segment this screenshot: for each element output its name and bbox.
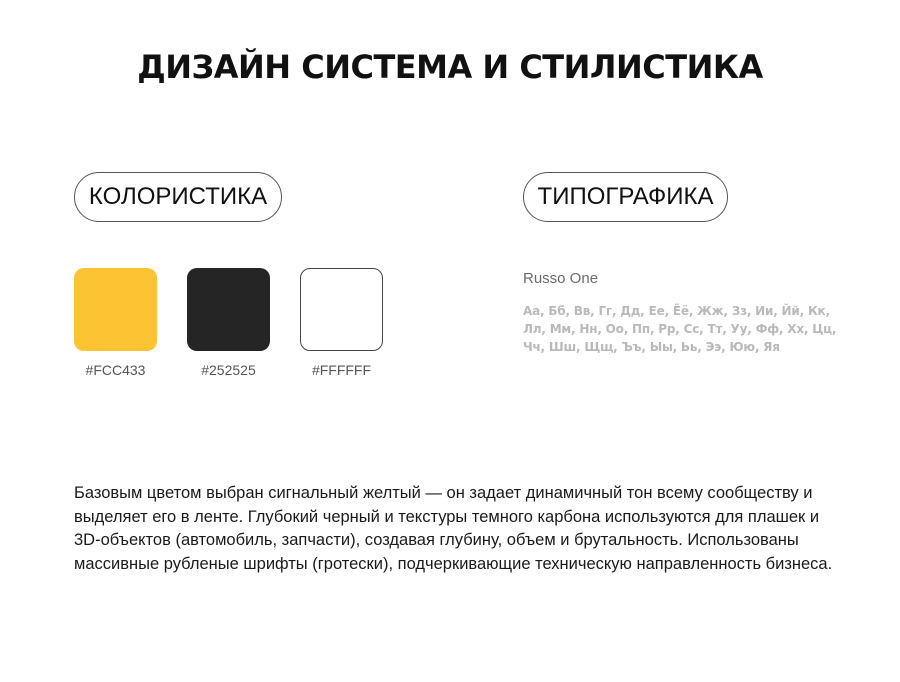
font-name: Russo One bbox=[523, 270, 599, 287]
font-alphabet-sample: Аа, Бб, Вв, Гг, Дд, Ее, Ёё, Жж, Зз, Ии, Йй, Кк, Лл, Мм, Нн, Оо, Пп, Рр, Сс, Тт, Уу, Фф, Хх, Цц, Чч, Шш, Щщ, Ъъ, Ыы, Ьь, Ээ, Юю, Яя bbox=[523, 304, 837, 354]
color-swatch-white-label: #FFFFFF bbox=[311, 362, 372, 378]
color-swatch-yellow-label: #FCC433 bbox=[85, 362, 146, 378]
colors-section-label: КОЛОРИСТИКА bbox=[74, 172, 282, 222]
color-swatch-black-label: #252525 bbox=[201, 362, 256, 378]
color-swatch-yellow bbox=[74, 268, 157, 351]
color-swatch-black bbox=[187, 268, 270, 351]
typography-section-label: ТИПОГРАФИКА bbox=[523, 172, 728, 222]
description-text: Базовым цветом выбран сигнальный желтый — он задает динамичный тон всему сообществу и выделяет его в ленте. Глубокий черный и текстуры темного карбона используются для плашек и 3D-объектов (автомобиль, запчасти), создавая глубину, объем и брутальность. Использованы массивные рубленые шрифты (гротески), подчеркивающие техническую направленность бизнеса. bbox=[74, 484, 833, 573]
page-title: ДИЗАЙН СИСТЕМА И СТИЛИСТИКА bbox=[137, 48, 763, 86]
color-swatch-white bbox=[300, 268, 383, 351]
